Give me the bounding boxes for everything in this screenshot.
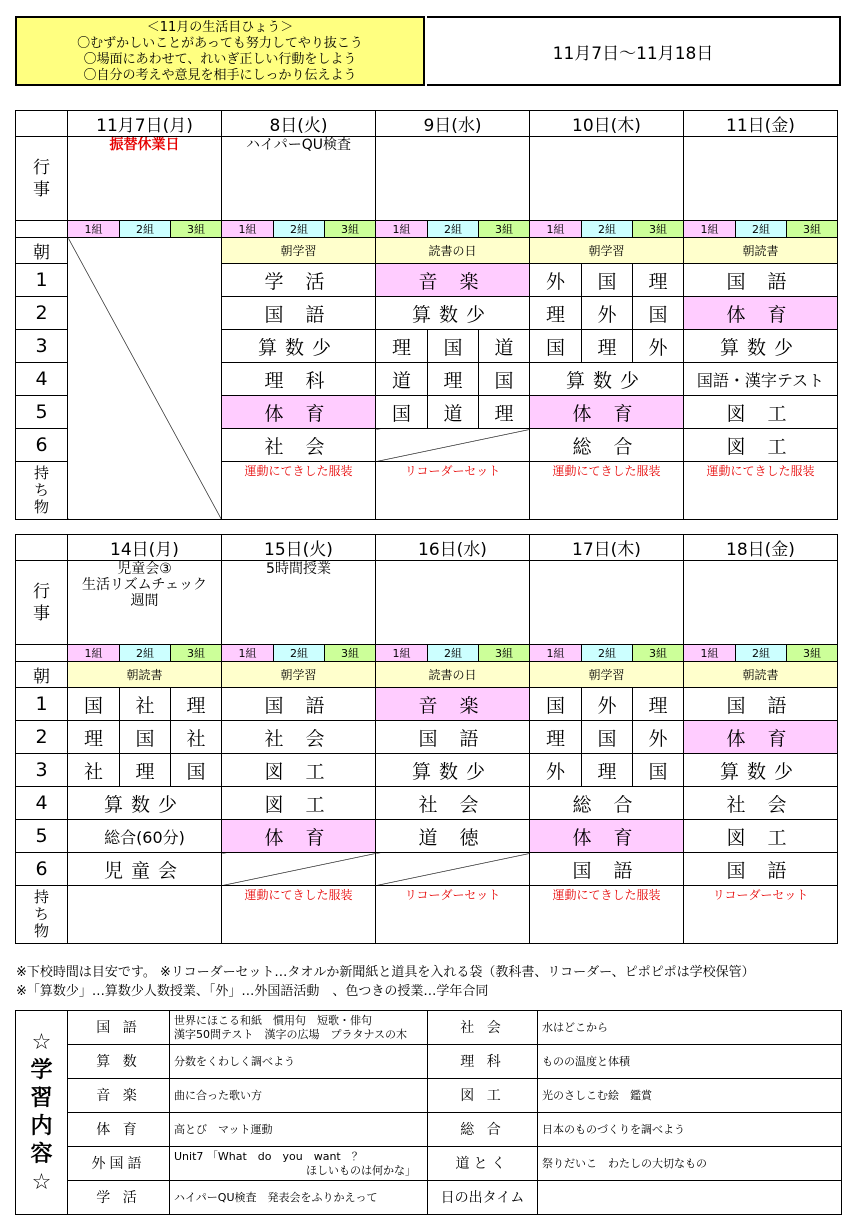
morning-activity: 読書の日 [376, 238, 530, 264]
day-header: 9日(水) [376, 111, 530, 137]
class-label: 3組 [171, 645, 222, 662]
study-content: 水はどこから [538, 1011, 842, 1045]
subject-cell: 外 [633, 330, 684, 363]
empty-period [376, 429, 530, 462]
study-subject: 図 工 [428, 1079, 538, 1113]
subject-cell: 国 [530, 330, 582, 363]
monday-holiday-blank [68, 238, 222, 520]
period-row [16, 721, 838, 754]
subject-cell: 図 工 [222, 754, 376, 787]
class-label: 1組 [530, 645, 582, 662]
day-header: 8日(火) [222, 111, 376, 137]
morning-label: 朝 [16, 238, 68, 264]
study-label: ☆ 学 習 内 容 ☆ [16, 1011, 68, 1215]
class-label: 2組 [274, 645, 325, 662]
subject-cell: 音 楽 [376, 688, 530, 721]
belongings-cell: 運動にてきした服装 [222, 886, 376, 944]
subject-cell: 算数少 [222, 330, 376, 363]
corner-cell [16, 535, 68, 561]
goal-line-2: 〇場面にあわせて、れいぎ正しい行動をしよう [83, 52, 357, 67]
period-number: 5 [16, 396, 68, 429]
class-label: 3組 [479, 645, 530, 662]
belongings-cell: リコーダーセット [376, 886, 530, 944]
class-row-label [16, 645, 68, 662]
class-label: 2組 [736, 645, 787, 662]
items-row [16, 886, 838, 944]
event-cell [376, 137, 530, 221]
class-label: 3組 [325, 645, 376, 662]
subject-cell: 図 工 [684, 820, 838, 853]
morning-activity: 朝学習 [530, 238, 684, 264]
day-header: 11月7日(月) [68, 111, 222, 137]
class-label: 2組 [582, 645, 633, 662]
study-row [16, 1011, 842, 1045]
goal-line-3: 〇自分の考えや意見を相手にしっかり伝えよう [83, 68, 357, 83]
class-label: 3組 [633, 221, 684, 238]
subject-cell: 国 [582, 721, 633, 754]
study-row [16, 1045, 842, 1079]
class-label: 2組 [120, 645, 171, 662]
period-number: 1 [16, 264, 68, 297]
period-row [16, 688, 838, 721]
subject-cell: 理 [171, 688, 222, 721]
class-label: 2組 [736, 221, 787, 238]
study-row [16, 1181, 842, 1215]
week2-schedule [15, 534, 838, 944]
period-number: 6 [16, 429, 68, 462]
class-row-label [16, 221, 68, 238]
subject-cell: 社 [120, 688, 171, 721]
study-row [16, 1113, 842, 1147]
subject-cell: 外 [582, 688, 633, 721]
subject-cell: 外 [530, 264, 582, 297]
subject-cell: 国 [633, 297, 684, 330]
subject-cell: 国 語 [684, 264, 838, 297]
class-label: 3組 [633, 645, 684, 662]
period-row [16, 820, 838, 853]
class-label: 2組 [428, 645, 479, 662]
study-row [16, 1079, 842, 1113]
day-header: 11日(金) [684, 111, 838, 137]
belongings-cell: リコーダーセット [376, 462, 530, 520]
event-cell [530, 137, 684, 221]
goal-line-1: 〇むずかしいことがあっても努力してやり抜こう [77, 36, 363, 51]
subject-cell: 体 育 [530, 820, 684, 853]
event-cell: 児童会③ 生活リズムチェック 週間 [68, 561, 222, 645]
morning-activity: 朝学習 [222, 238, 376, 264]
subject-cell: 社 [68, 754, 120, 787]
class-label: 1組 [222, 221, 274, 238]
subject-cell: 国 語 [222, 297, 376, 330]
morning-activity: 朝読書 [684, 238, 838, 264]
period-number: 1 [16, 688, 68, 721]
study-subject: 学 活 [68, 1181, 170, 1215]
subject-cell: 総 合 [530, 787, 684, 820]
study-content: 分数をくわしく調べよう [170, 1045, 428, 1079]
subject-cell: 道 [479, 330, 530, 363]
subject-cell: 外 [530, 754, 582, 787]
morning-activity: 読書の日 [376, 662, 530, 688]
period-row [16, 787, 838, 820]
study-content: ハイパーQU検査 発表会をふりかえって [170, 1181, 428, 1215]
event-cell [530, 561, 684, 645]
subject-cell: 道 [428, 396, 479, 429]
subject-cell: 国 [376, 396, 428, 429]
study-subject: 理 科 [428, 1045, 538, 1079]
day-header: 10日(木) [530, 111, 684, 137]
morning-activity: 朝学習 [222, 662, 376, 688]
subject-cell: 国 [633, 754, 684, 787]
study-subject: 体 育 [68, 1113, 170, 1147]
period-number: 2 [16, 721, 68, 754]
event-cell [684, 561, 838, 645]
day-header-row [16, 535, 838, 561]
belongings-cell: 運動にてきした服装 [684, 462, 838, 520]
subject-cell: 国 [582, 264, 633, 297]
event-cell [376, 561, 530, 645]
study-content: 曲に合った歌い方 [170, 1079, 428, 1113]
day-header: 14日(月) [68, 535, 222, 561]
note-line-1: ※下校時間は目安です。 ※リコーダーセット…タオルか新聞紙と道具を入れる袋（教科書、リコーダー、ピポピポは学校保管） [16, 965, 755, 980]
morning-row [16, 238, 838, 264]
items-label: 持 ち 物 [16, 886, 68, 944]
subject-cell: 理 [633, 264, 684, 297]
subject-cell: 社 [171, 721, 222, 754]
period-number: 3 [16, 754, 68, 787]
subject-cell: 国 [530, 688, 582, 721]
subject-cell: 国 語 [530, 853, 684, 886]
subject-cell: 理 [120, 754, 171, 787]
subject-cell: 理 [582, 754, 633, 787]
subject-cell: 体 育 [222, 396, 376, 429]
items-label: 持 ち 物 [16, 462, 68, 520]
morning-row [16, 662, 838, 688]
study-subject: 国 語 [68, 1011, 170, 1045]
subject-cell: 理 科 [222, 363, 376, 396]
class-label: 1組 [68, 221, 120, 238]
subject-cell: 社 会 [222, 429, 376, 462]
morning-activity: 朝学習 [530, 662, 684, 688]
class-label: 1組 [222, 645, 274, 662]
subject-cell: 総合(60分) [68, 820, 222, 853]
day-header: 15日(火) [222, 535, 376, 561]
period-row [16, 754, 838, 787]
morning-label: 朝 [16, 662, 68, 688]
subject-cell: 国 語 [222, 688, 376, 721]
event-cell: 5時間授業 [222, 561, 376, 645]
belongings-cell: 運動にてきした服装 [530, 886, 684, 944]
study-subject: 算 数 [68, 1045, 170, 1079]
class-label: 1組 [376, 645, 428, 662]
event-cell [684, 137, 838, 221]
study-subject: 総 合 [428, 1113, 538, 1147]
date-period: 11月7日〜11月18日 [427, 16, 841, 86]
period-number: 4 [16, 787, 68, 820]
study-subject: 日の出タイム [428, 1181, 538, 1215]
study-content: 光のさしこむ絵 鑑賞 [538, 1079, 842, 1113]
subject-cell: 国 [120, 721, 171, 754]
class-label: 2組 [120, 221, 171, 238]
class-label: 2組 [428, 221, 479, 238]
study-subject: 社 会 [428, 1011, 538, 1045]
goals-title: ＜11月の生活目ひょう＞ [146, 20, 294, 35]
period-number: 4 [16, 363, 68, 396]
class-label: 1組 [684, 645, 736, 662]
period-number: 5 [16, 820, 68, 853]
class-row [16, 221, 838, 238]
subject-cell: 体 育 [684, 721, 838, 754]
belongings-cell: リコーダーセット [684, 886, 838, 944]
subject-cell: 道 徳 [376, 820, 530, 853]
belongings-cell: 運動にてきした服装 [530, 462, 684, 520]
class-label: 3組 [325, 221, 376, 238]
period-number: 6 [16, 853, 68, 886]
subject-cell: 算数少 [684, 754, 838, 787]
subject-cell: 図 工 [684, 429, 838, 462]
subject-cell: 算数少 [530, 363, 684, 396]
subject-cell: 算数少 [376, 297, 530, 330]
belongings-cell: 運動にてきした服装 [222, 462, 376, 520]
events-row [16, 137, 838, 221]
subject-cell: 図 工 [684, 396, 838, 429]
subject-cell: 国 [479, 363, 530, 396]
belongings-cell [68, 886, 222, 944]
subject-cell: 学 活 [222, 264, 376, 297]
events-label: 行 事 [16, 137, 68, 221]
subject-cell: 体 育 [684, 297, 838, 330]
subject-cell: 体 育 [222, 820, 376, 853]
events-label: 行 事 [16, 561, 68, 645]
day-header: 18日(金) [684, 535, 838, 561]
subject-cell: 国 [428, 330, 479, 363]
study-content: 世界にほこる和紙 慣用句 短歌・俳句 漢字50問テスト 漢字の広場 プラタナスの木 [170, 1011, 428, 1045]
day-header-row [16, 111, 838, 137]
study-row [16, 1147, 842, 1181]
subject-cell: 外 [633, 721, 684, 754]
subject-cell: 理 [479, 396, 530, 429]
subject-cell: 国 [68, 688, 120, 721]
class-label: 1組 [68, 645, 120, 662]
subject-cell: 国 語 [684, 688, 838, 721]
period-number: 2 [16, 297, 68, 330]
day-header: 17日(木) [530, 535, 684, 561]
empty-period [222, 853, 376, 886]
class-label: 2組 [274, 221, 325, 238]
subject-cell: 理 [633, 688, 684, 721]
subject-cell: 国 [171, 754, 222, 787]
class-row [16, 645, 838, 662]
subject-cell: 道 [376, 363, 428, 396]
study-content-table [15, 1010, 842, 1215]
class-label: 3組 [171, 221, 222, 238]
subject-cell: 社 会 [684, 787, 838, 820]
subject-cell: 理 [582, 330, 633, 363]
study-content: Unit7 「What do you want ？ ほしいものは何かな」 [170, 1147, 428, 1181]
study-content [538, 1181, 842, 1215]
subject-cell: 国 語 [684, 853, 838, 886]
subject-cell: 算数少 [376, 754, 530, 787]
study-subject: 外国語 [68, 1147, 170, 1181]
class-label: 3組 [787, 221, 838, 238]
subject-cell: 社 会 [222, 721, 376, 754]
event-cell: ハイパーQU検査 [222, 137, 376, 221]
subject-cell: 理 [530, 721, 582, 754]
subject-cell: 図 工 [222, 787, 376, 820]
day-header: 16日(水) [376, 535, 530, 561]
subject-cell: 国 語 [376, 721, 530, 754]
study-content: ものの温度と体積 [538, 1045, 842, 1079]
subject-cell: 理 [428, 363, 479, 396]
week1-schedule [15, 110, 838, 520]
events-row [16, 561, 838, 645]
class-label: 3組 [787, 645, 838, 662]
subject-cell: 外 [582, 297, 633, 330]
period-row [16, 853, 838, 886]
subject-cell: 社 会 [376, 787, 530, 820]
study-subject: 音 楽 [68, 1079, 170, 1113]
study-content: 祭りだいこ わたしの大切なもの [538, 1147, 842, 1181]
subject-cell: 理 [68, 721, 120, 754]
subject-cell: 国語・漢字テスト [684, 363, 838, 396]
study-content: 高とび マット運動 [170, 1113, 428, 1147]
subject-cell: 算数少 [684, 330, 838, 363]
class-label: 1組 [376, 221, 428, 238]
event-cell: 振替休業日 [68, 137, 222, 221]
corner-cell [16, 111, 68, 137]
class-label: 3組 [479, 221, 530, 238]
class-label: 1組 [684, 221, 736, 238]
study-content: 日本のものづくりを調べよう [538, 1113, 842, 1147]
subject-cell: 算数少 [68, 787, 222, 820]
subject-cell: 理 [376, 330, 428, 363]
class-label: 2組 [582, 221, 633, 238]
subject-cell: 体 育 [530, 396, 684, 429]
morning-activity: 朝読書 [684, 662, 838, 688]
empty-period [376, 853, 530, 886]
monthly-goals-box [15, 16, 425, 86]
morning-activity: 朝読書 [68, 662, 222, 688]
subject-cell: 児童会 [68, 853, 222, 886]
subject-cell: 音 楽 [376, 264, 530, 297]
subject-cell: 理 [530, 297, 582, 330]
study-subject: 道とく [428, 1147, 538, 1181]
period-number: 3 [16, 330, 68, 363]
class-label: 1組 [530, 221, 582, 238]
note-line-2: ※「算数少」…算数少人数授業、「外」…外国語活動 、色つきの授業…学年合同 [16, 984, 489, 999]
subject-cell: 総 合 [530, 429, 684, 462]
